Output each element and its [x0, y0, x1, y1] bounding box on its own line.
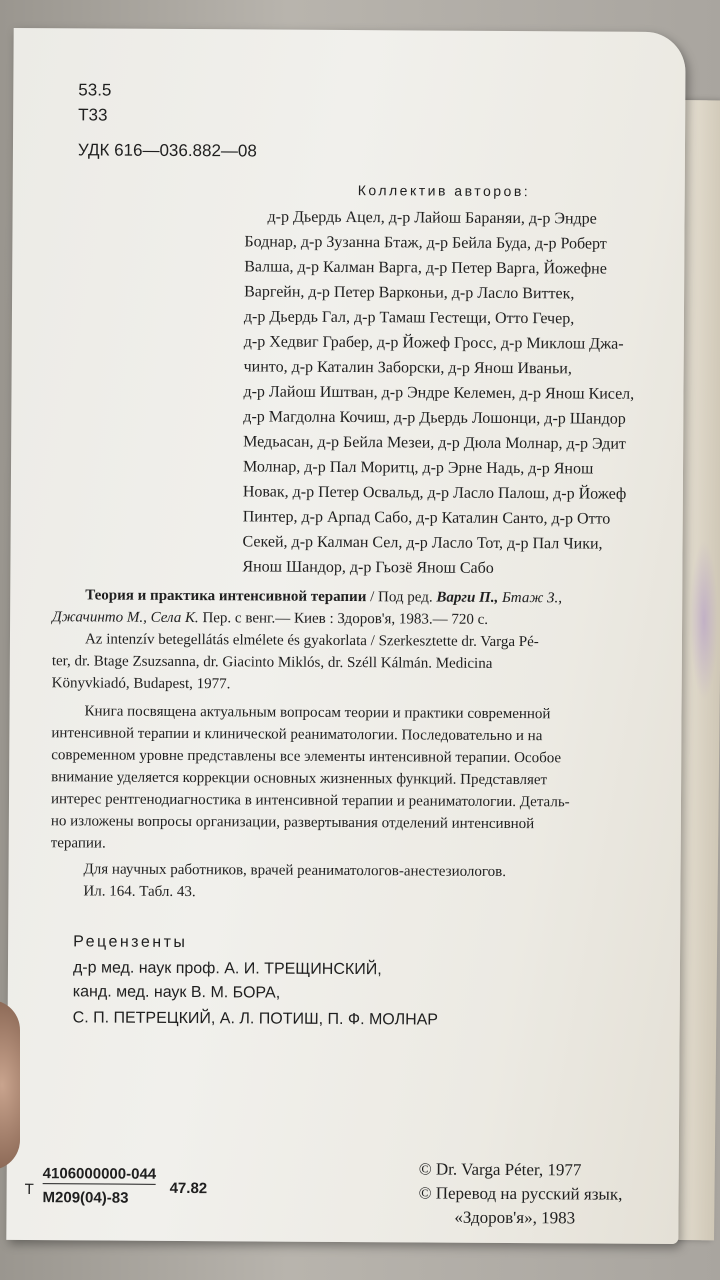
copyright-original: © Dr. Varga Péter, 1977: [418, 1159, 582, 1180]
bibliographic-imprint-line: Джачинто М., Села К. Пер. с венг.— Киев : Здоров'я, 1983.— 720 с.: [52, 609, 489, 628]
copyright-publisher: «Здоров'я», 1983: [454, 1207, 576, 1228]
book-title: Теория и практика интенсивной терапии: [85, 587, 367, 606]
bibliographic-title-line: Теория и практика интенсивной терапии / Под ред. Варги П., Бтаж З.,: [85, 587, 563, 607]
original-title-line: Könyvkiadó, Budapest, 1977.: [51, 675, 231, 693]
authors-line: д-р Лайош Иштван, д-р Эндре Келемен, д-р Янош Кисел,: [243, 383, 635, 403]
annotation-line: современном уровне представлены все элементы интенсивной терапии. Особое: [51, 747, 562, 767]
annotation-line: но изложены вопросы организации, развертывания отделений интенсивной: [50, 813, 535, 833]
reviewer-line: канд. мед. наук В. М. БОРА,: [72, 983, 281, 1002]
authors-heading: Коллектив авторов:: [357, 182, 531, 200]
copyright-symbol: ©: [418, 1159, 432, 1179]
annotation-line: интерес рентгенодиагностика в интенсивной терапии и реаниматологии. Деталь-: [50, 791, 570, 811]
reviewers-heading: Рецензенты: [73, 933, 188, 952]
authors-line: Янош Шандор, д-р Гьозё Янош Сабо: [242, 558, 494, 577]
book-page: [6, 28, 685, 1244]
authors-line: Валша, д-р Калман Варга, д-р Петер Варга, Йожефне: [244, 258, 607, 278]
authors-line: д-р Магдолна Кочиш, д-р Дьердь Лошонци, д-р Шандор: [243, 408, 626, 428]
copyright-translation: © Перевод на русский язык,: [418, 1183, 623, 1204]
illustrations-count: Ил. 164. Табл. 43.: [83, 883, 196, 901]
authors-line: Новак, д-р Петер Освальд, д-р Ласло Палош, д-р Йожеф: [242, 483, 627, 503]
authors-line: Секей, д-р Калман Сел, д-р Ласло Тот, д-р Пал Чики,: [242, 533, 603, 553]
annotation-line: Книга посвящена актуальным вопросам теории и практики современной: [84, 703, 551, 723]
audience-line: Для научных работников, врачей реаниматологов-анестезиологов.: [83, 861, 507, 880]
bbk-code: 53.5: [78, 80, 112, 100]
authors-line: д-р Дьердь Гал, д-р Тамаш Гестещи, Отто Гечер,: [243, 308, 575, 328]
original-title-line: ter, dr. Btage Zsuzsanna, dr. Giacinto Miklós, dr. Széll Kálmán. Medicina: [51, 653, 493, 672]
reviewer-line: д-р мед. наук проф. А. И. ТРЕЩИНСКИЙ,: [72, 959, 382, 979]
authors-line: д-р Хедвиг Грабер, д-р Йожеф Гросс, д-р Миклош Джа-: [243, 333, 624, 353]
annotation-line: терапии.: [50, 835, 106, 852]
reviewer-line: С. П. ПЕТРЕЦКИЙ, А. Л. ПОТИШ, П. Ф. МОЛНАР: [72, 1009, 439, 1029]
authors-line: Медьасан, д-р Бейла Мезеи, д-р Дюла Молнар, д-р Эдит: [243, 433, 626, 453]
thumb: [0, 1000, 20, 1170]
authors-line: Пинтер, д-р Арпад Сабо, д-р Каталин Санто, д-р Отто: [242, 508, 611, 528]
authors-line: Боднар, д-р Зузанна Бтаж, д-р Бейла Буда, д-р Роберт: [244, 233, 607, 253]
editor-bold: Варги П.,: [436, 589, 499, 606]
imprint-numerator: 4106000000-044: [42, 1165, 157, 1183]
imprint-letter: Т: [24, 1181, 34, 1199]
authors-line: Молнар, д-р Пал Моритц, д-р Эрне Надь, д-р Янош: [242, 458, 594, 478]
authors-line: чинто, д-р Каталин Заборски, д-р Янош Иваньи,: [243, 358, 572, 378]
original-title-line: Az intenzív betegellátás elméletе és gyakorlata / Szerkesztette dr. Varga Pé-: [84, 631, 539, 651]
page-stain: [690, 540, 718, 700]
authors-line: д-р Дьердь Ацел, д-р Лайош Бараняи, д-р Эндре: [267, 208, 597, 228]
imprint-denominator: М209(04)-83: [42, 1189, 129, 1207]
price: 47.82: [169, 1179, 208, 1198]
authors-line: Варгейн, д-р Петер Варконьи, д-р Ласло Виттек,: [244, 283, 575, 303]
author-mark: Т33: [78, 105, 108, 125]
annotation-line: интенсивной терапии и клинической реаниматологии. Последовательно и на: [51, 725, 543, 745]
udc-code: УДК 616—036.882—08: [77, 140, 257, 161]
copyright-symbol: ©: [418, 1183, 432, 1203]
annotation-line: внимание уделяется коррекции основных жизненных функций. Представляет: [51, 769, 548, 789]
